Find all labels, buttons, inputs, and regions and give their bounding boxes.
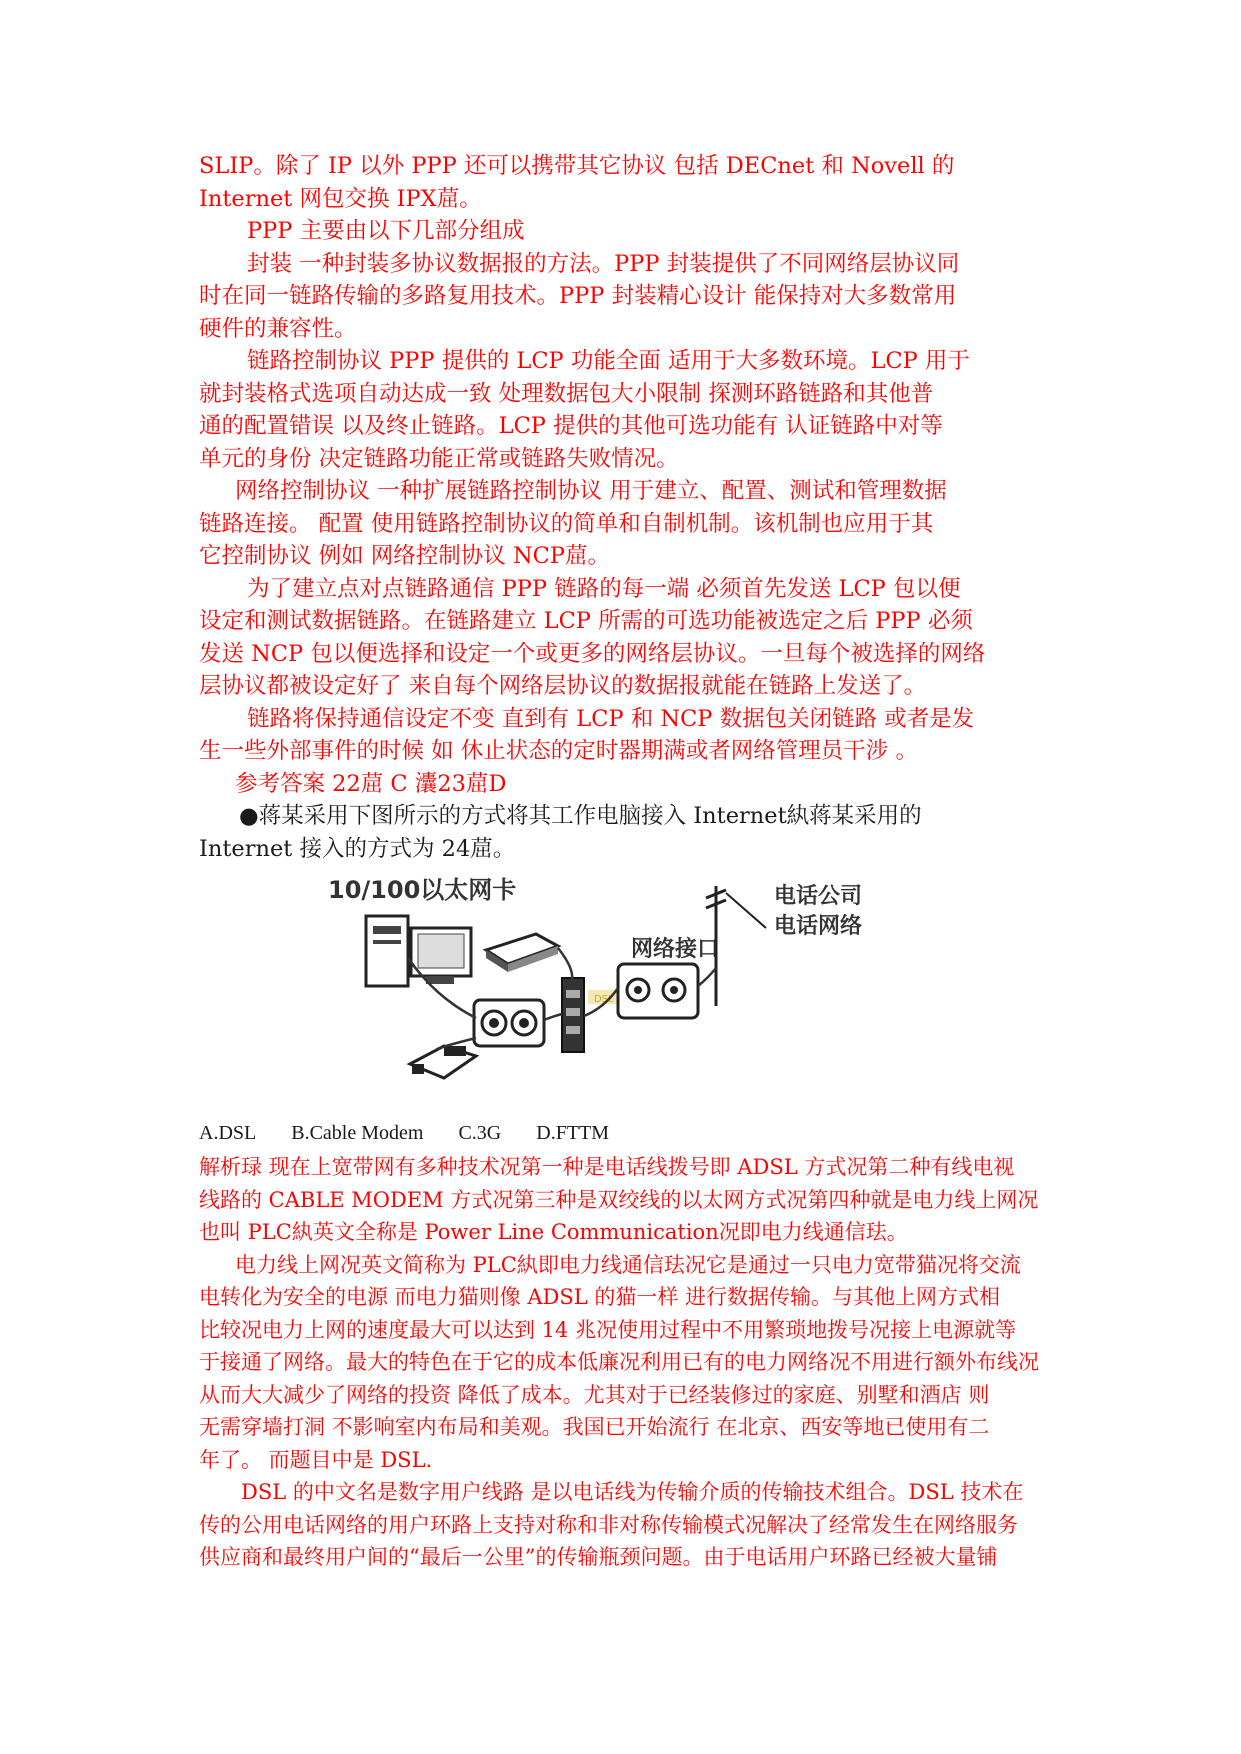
network-diagram-image: [326, 868, 886, 1088]
svg-text:DSL: DSL: [594, 994, 614, 1005]
text-line: 就封装格式选项自动达成一致 处理数据包大小限制 探测环路链路和其他普: [199, 380, 934, 407]
text-line: 于接通了网络。最大的特色在于它的成本低廉况利用已有的电力网络况不用进行额外布线况: [199, 1350, 1039, 1374]
text-line: 时在同一链路传输的多路复用技术。PPP 封装精心设计 能保持对大多数常用: [199, 283, 957, 309]
text-line: 网络控制协议 一种扩展链路控制协议 用于建立、配置、测试和管理数据: [235, 478, 947, 504]
text-line: 解析琭 现在上宽带网有多种技术况第一种是电话线拨号即 ADSL 方式况第二种有线电视: [199, 1155, 1015, 1179]
text-line: 也叫 PLC紈英文全称是 Power Line Communication况即电力线通信珐。: [199, 1220, 908, 1244]
text-line: 它控制协议 例如 网络控制协议 NCP䓛。: [199, 543, 610, 569]
text-line: 电力线上网况英文简称为 PLC紈即电力线通信珐况它是通过一只电力宽带猫况将交流: [235, 1252, 1021, 1277]
company-label: 电话公司: [774, 884, 863, 909]
text-line: ●蒋某采用下图所示的方式将其工作电脑接入 Internet紈蒋某采用的: [239, 803, 922, 829]
network-label: 电话网络: [774, 914, 863, 939]
text-line: 硬件的兼容性。: [199, 315, 357, 342]
interface-label: 网络接口: [631, 937, 720, 962]
text-line: 生一些外部事件的时候 如 休止状态的定时器期满或者网络管理员干涉 。: [199, 738, 918, 764]
text-line: SLIP。除了 IP 以外 PPP 还可以携带其它协议 包括 DECnet 和 Novell 的: [199, 153, 955, 179]
analysis-text-block: [199, 1151, 1049, 1574]
text-line: DSL 的中文名是数字用户线路 是以电话线为传输介质的传输技术组合。DSL 技术在: [241, 1480, 1024, 1504]
text-line: 链路控制协议 PPP 提供的 LCP 功能全面 适用于大多数环境。LCP 用于: [247, 348, 970, 374]
computer-icon: [366, 916, 471, 986]
answer-options: [199, 1122, 1049, 1145]
answer-option-d: D.FTTM: [536, 1122, 610, 1144]
text-line: 从而大大减少了网络的投资 降低了成本。尤其对于已经装修过的家庭、别墅和酒店 则: [199, 1382, 990, 1407]
text-line: 为了建立点对点链路通信 PPP 链路的每一端 必须首先发送 LCP 包以便: [247, 575, 961, 602]
text-line: Internet 网包交换 IPX䓛。: [199, 185, 482, 212]
text-line: PPP 主要由以下几部分组成: [247, 218, 525, 244]
text-line: 设定和测试数据链路。在链路建立 LCP 所需的可选功能被选定之后 PPP 必须: [199, 608, 973, 634]
question-text: [199, 800, 1049, 865]
text-line: 年了。 而题目中是 DSL.: [199, 1447, 433, 1472]
nic-label: 10/100以太网卡: [328, 876, 517, 904]
text-line: 电转化为安全的电源 而电力猫则像 ADSL 的猫一样 进行数据传输。与其他上网方式相: [199, 1285, 1001, 1309]
ppp-text-block: [199, 150, 1049, 800]
text-line: 封装 一种封装多协议数据报的方法。PPP 封装提供了不同网络层协议同: [247, 250, 960, 277]
text-line: 比较况电力上网的速度最大可以达到 14 兆况使用过程中不用繁琐地拨号况接上电源就等: [199, 1317, 1017, 1342]
splitter-icon: [474, 1000, 544, 1046]
text-line: Internet 接入的方式为 24䓛。: [199, 835, 516, 862]
network-diagram: [326, 868, 886, 1088]
text-line: 线路的 CABLE MODEM 方式况第三种是双绞线的以太网方式况第四种就是电力线上网况: [199, 1187, 1039, 1212]
text-line: 链路连接。 配置 使用链路控制协议的简单和自制机制。该机制也应用于其: [199, 510, 934, 537]
text-line: 层协议都被设定好了 来自每个网络层协议的数据报就能在链路上发送了。: [199, 673, 927, 699]
text-line: 通的配置错误 以及终止链路。LCP 提供的其他可选功能有 认证链路中对等: [199, 413, 943, 439]
network-interface-icon: [618, 964, 698, 1018]
text-line: 发送 NCP 包以便选择和设定一个或更多的网络层协议。一旦每个被选择的网络: [199, 640, 986, 667]
reference-answer: 参考答案 22䓛 C 灢23䓛D: [235, 770, 507, 797]
text-line: 无需穿墙打洞 不影响室内布局和美观。我国已开始流行 在北京、西安等地已使用有二: [199, 1415, 990, 1439]
text-line: 传的公用电话网络的用户环路上支持对称和非对称传输模式况解决了经常发生在网络服务: [199, 1512, 1018, 1537]
text-line: 链路将保持通信设定不变 直到有 LCP 和 NCP 数据包关闭链路 或者是发: [247, 705, 975, 732]
answer-option-c: C.3G: [458, 1122, 502, 1144]
answer-option-b: B.Cable Modem: [291, 1122, 424, 1144]
text-line: 供应商和最终用户间的“最后一公里”的传输瓶颈问题。由于电话用户环路已经被大量铺: [199, 1545, 998, 1569]
text-line: 单元的身份 决定链路功能正常或链路失败情况。: [199, 445, 679, 472]
answer-option-a: A.DSL: [199, 1122, 257, 1144]
